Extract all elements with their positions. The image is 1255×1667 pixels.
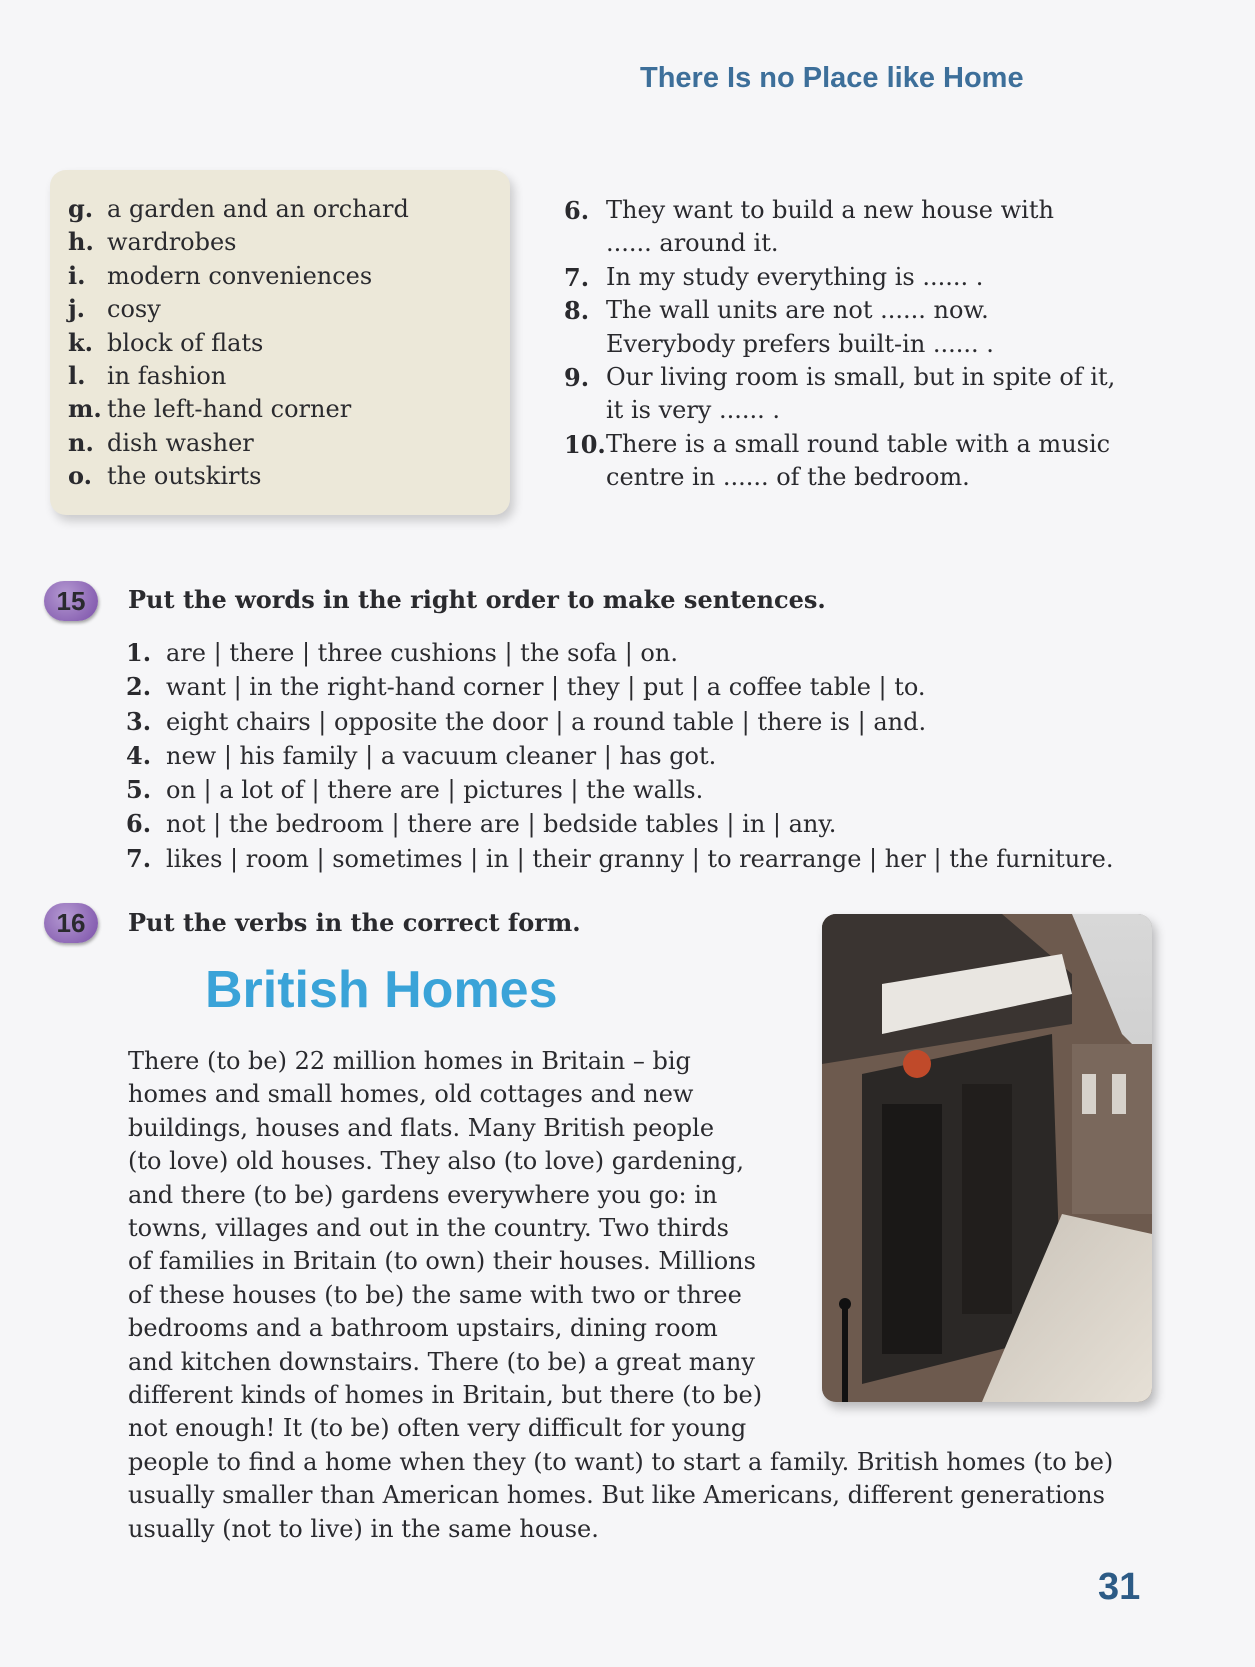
vocabulary-item	[68, 259, 409, 292]
sentence-line-2: Everybody prefers built-in ...... .	[606, 329, 994, 358]
item-text: new | his family | a vacuum cleaner | has got.	[166, 741, 717, 770]
text-line: There (to be) 22 million homes in Britain – big	[128, 1047, 691, 1075]
article-title: British Homes	[205, 961, 558, 1019]
item-text: a garden and an orchard	[107, 195, 409, 223]
exercise-15-badge	[44, 581, 98, 621]
item-text: likes | room | sometimes | in | their granny | to rearrange | her | the furniture.	[166, 844, 1114, 873]
vocabulary-item	[68, 292, 409, 325]
word-order-item	[126, 842, 1114, 876]
vocabulary-item	[68, 426, 409, 459]
sentence-line: In my study everything is ...... .	[606, 262, 984, 291]
sentence-line: Our living room is small, but in spite of it,	[606, 363, 1116, 392]
item-text: cosy	[107, 295, 161, 324]
text-line: homes and small homes, old cottages and new	[128, 1080, 694, 1109]
page-number: 31	[1098, 1566, 1141, 1608]
text-line: people to find a home when they (to want) to start a family. British homes (to be)	[128, 1447, 1114, 1476]
vocabulary-list	[68, 192, 409, 493]
item-text: block of flats	[107, 328, 264, 357]
sentence-item	[564, 261, 1144, 294]
item-letter: j.	[68, 294, 86, 324]
word-order-item	[126, 705, 1114, 739]
word-order-item	[126, 670, 1114, 704]
sentence-item	[564, 294, 1144, 361]
item-number: 2.	[126, 672, 152, 702]
sentence-number: 9.	[564, 363, 590, 393]
item-text: want | in the right-hand corner | they | put | a coffee table | to.	[166, 673, 926, 702]
vocabulary-item	[68, 359, 409, 392]
article-text	[128, 1045, 1148, 1546]
item-number: 3.	[126, 706, 152, 736]
exercise-number: 16	[56, 908, 86, 938]
item-number: 4.	[126, 740, 152, 770]
sentence-line: The wall units are not ...... now.	[606, 296, 989, 325]
sentence-line-2: it is very ...... .	[606, 396, 781, 425]
item-letter: n.	[68, 427, 94, 457]
item-letter: i.	[68, 260, 86, 290]
vocabulary-item	[68, 459, 409, 492]
text-line: bedrooms and a bathroom upstairs, dining room	[128, 1314, 718, 1343]
running-header: There Is no Place like Home	[640, 62, 1024, 94]
sentence-item	[564, 361, 1144, 428]
text-line: usually (not to live) in the same house.	[128, 1514, 599, 1543]
item-letter: k.	[68, 327, 93, 357]
text-line: buildings, houses and flats. Many British people	[128, 1113, 715, 1142]
item-text: on | a lot of | there are | pictures | the walls.	[166, 776, 704, 805]
item-text: not | the bedroom | there are | bedside tables | in | any.	[166, 810, 837, 839]
sentence-line-2: centre in ...... of the bedroom.	[606, 463, 970, 492]
item-letter: m.	[68, 394, 102, 424]
item-letter: h.	[68, 227, 94, 257]
item-text: modern conveniences	[107, 261, 373, 290]
vocabulary-item	[68, 192, 409, 225]
word-order-item	[126, 773, 1114, 807]
word-order-list	[126, 636, 1114, 876]
text-line: and kitchen downstairs. There (to be) a great many	[128, 1347, 755, 1376]
sentence-line: There is a small round table with a music	[606, 429, 1111, 458]
item-text: the left-hand corner	[107, 395, 352, 424]
exercise-number: 15	[56, 586, 86, 616]
item-number: 6.	[126, 809, 152, 839]
vocabulary-item	[68, 392, 409, 425]
item-text: eight chairs | opposite the door | a round table | there is | and.	[166, 707, 927, 736]
text-line: of families in Britain (to own) their houses. Millions	[128, 1247, 756, 1276]
text-line: not enough! It (to be) often very difficult for young	[128, 1414, 747, 1443]
text-line: towns, villages and out in the country. Two thirds	[128, 1214, 729, 1243]
item-text: wardrobes	[107, 228, 237, 257]
word-order-item	[126, 739, 1114, 773]
item-text: are | there | three cushions | the sofa | on.	[166, 639, 678, 667]
text-line: (to love) old houses. They also (to love) gardening,	[128, 1147, 745, 1176]
word-order-item	[126, 807, 1114, 841]
exercise-16-badge	[44, 903, 98, 943]
vocabulary-item	[68, 225, 409, 258]
text-line: usually smaller than American homes. But like Americans, different generations	[128, 1481, 1105, 1510]
item-text: dish washer	[107, 428, 254, 457]
item-text: in fashion	[107, 361, 227, 390]
text-line: of these houses (to be) the same with two or three	[128, 1280, 742, 1309]
word-order-item	[126, 636, 1114, 670]
sentence-number: 8.	[564, 296, 590, 326]
sentence-line-2: ...... around it.	[606, 229, 779, 258]
sentence-line: They want to build a new house with	[606, 196, 1054, 224]
exercise-15-instruction: Put the words in the right order to make sentences.	[128, 585, 826, 614]
sentence-number: 10.	[564, 429, 606, 459]
item-text: the outskirts	[107, 462, 262, 491]
item-number: 7.	[126, 843, 152, 873]
item-letter: l.	[68, 360, 86, 390]
text-line: different kinds of homes in Britain, but there (to be)	[128, 1381, 763, 1410]
item-letter: o.	[68, 461, 92, 491]
text-line: and there (to be) gardens everywhere you go: in	[128, 1180, 718, 1209]
vocabulary-item	[68, 326, 409, 359]
item-letter: g.	[68, 194, 94, 223]
sentence-item	[564, 428, 1144, 495]
exercise-16-instruction: Put the verbs in the correct form.	[128, 908, 581, 937]
item-number: 1.	[126, 638, 152, 667]
item-number: 5.	[126, 775, 152, 805]
sentence-number: 7.	[564, 262, 590, 292]
sentence-item	[564, 194, 1144, 261]
sentence-list	[564, 194, 1144, 495]
sentence-number: 6.	[564, 196, 590, 225]
